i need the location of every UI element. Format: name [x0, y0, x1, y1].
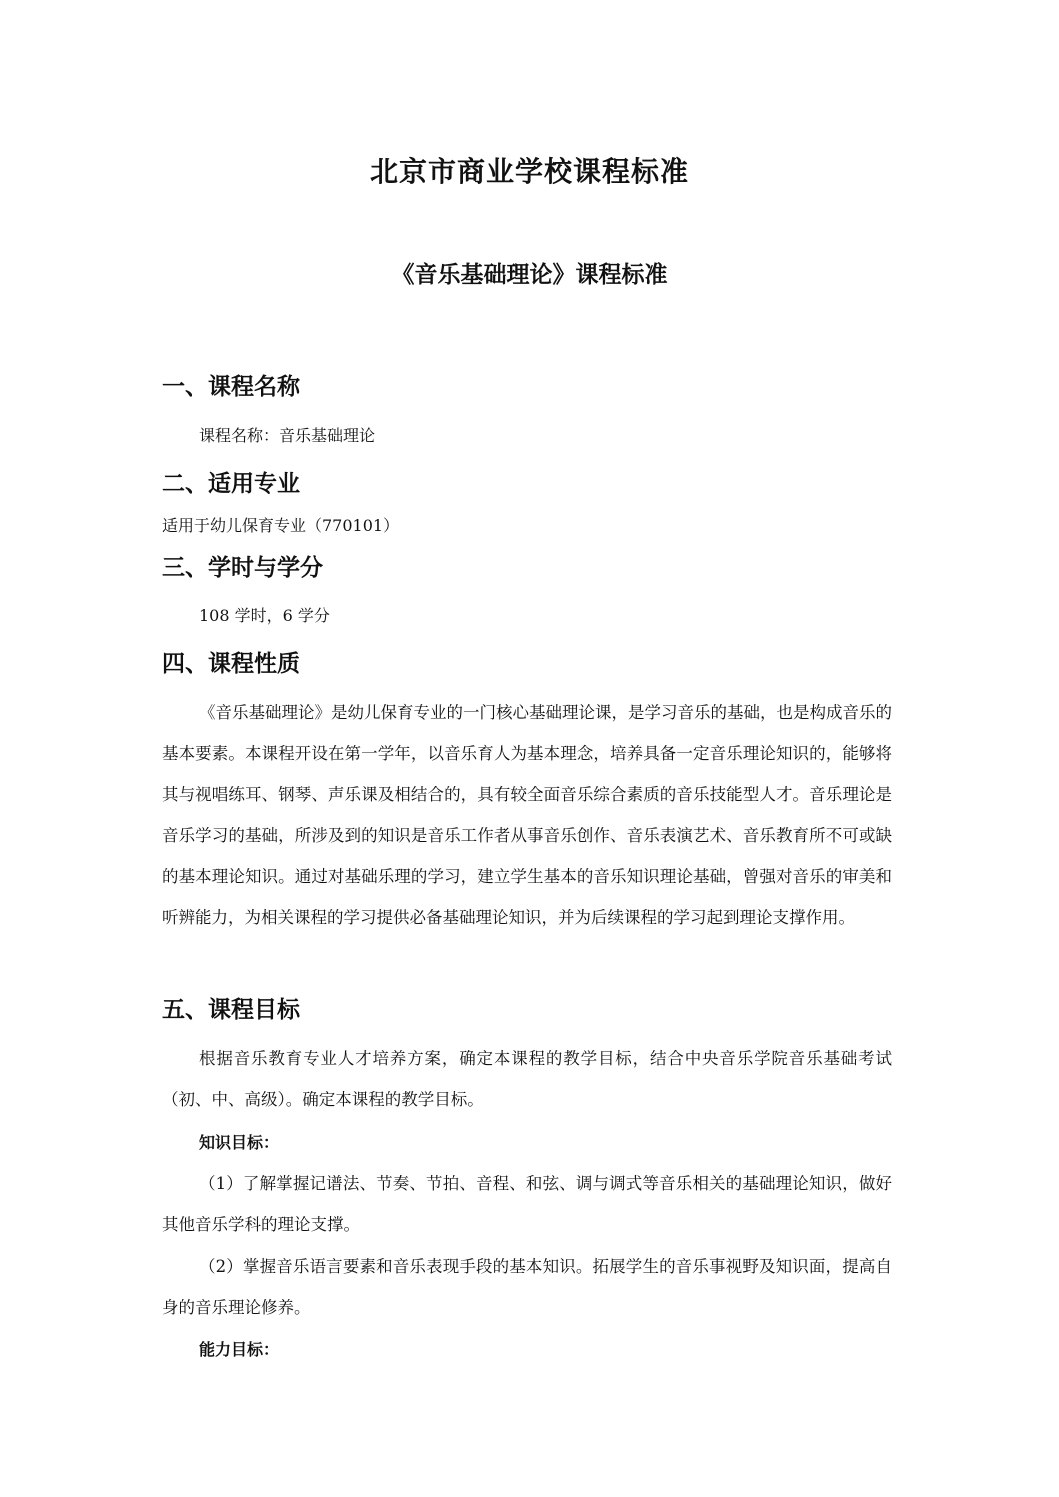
- hours-credits-text: 108 学时，6 学分: [199, 606, 330, 625]
- knowledge-item-2: （2）掌握音乐语言要素和音乐表现手段的基本知识。拓展学生的音乐事视野及知识面，提高自身的音乐理论修养。: [162, 1257, 892, 1317]
- objectives-intro-paragraph: 根据音乐教育专业人才培养方案，确定本课程的教学目标，结合中央音乐学院音乐基础考试（初、中、高级）。确定本课程的教学目标。: [162, 1049, 892, 1109]
- course-name-text: 课程名称：音乐基础理论: [199, 426, 376, 445]
- document-title: 北京市商业学校课程标准: [369, 155, 689, 188]
- section-heading-course-name: 一、课程名称: [162, 373, 300, 400]
- ability-objectives-label: 能力目标：: [199, 1340, 280, 1359]
- knowledge-item-1: （1）了解掌握记谱法、节奏、节拍、音程、和弦、调与调式等音乐相关的基础理论知识，做好其他音乐学科的理论支撑。: [162, 1174, 892, 1234]
- course-nature-paragraph: 《音乐基础理论》是幼儿保育专业的一门核心基础理论课，是学习音乐的基础，也是构成音乐的基本要素。本课程开设在第一学年，以音乐育人为基本理念，培养具备一定音乐理论知识的，能够将其与视唱练耳、钢琴、声乐课及相结合的，具有较全面音乐综合素质的音乐技能型人才。音乐理论是音乐学习的基础，所涉及到的知识是音乐工作者从事音乐创作、音乐表演艺术、音乐教育所不可或缺的基本理论知识。通过对基础乐理的学习，建立学生基本的音乐知识理论基础，曾强对音乐的审美和听辨能力，为相关课程的学习提供必备基础理论知识，并为后续课程的学习起到理论支撑作用。: [162, 703, 892, 927]
- section-heading-course-objectives: 五、课程目标: [162, 996, 300, 1023]
- knowledge-objectives-label: 知识目标：: [199, 1133, 280, 1152]
- applicable-major-text: 适用于幼儿保育专业（770101）: [162, 516, 400, 535]
- section-heading-applicable-major: 二、适用专业: [162, 470, 300, 497]
- course-standard-title: 《音乐基础理论》课程标准: [391, 261, 668, 288]
- section-heading-course-nature: 四、课程性质: [162, 650, 300, 677]
- section-heading-hours-credits: 三、学时与学分: [162, 554, 323, 581]
